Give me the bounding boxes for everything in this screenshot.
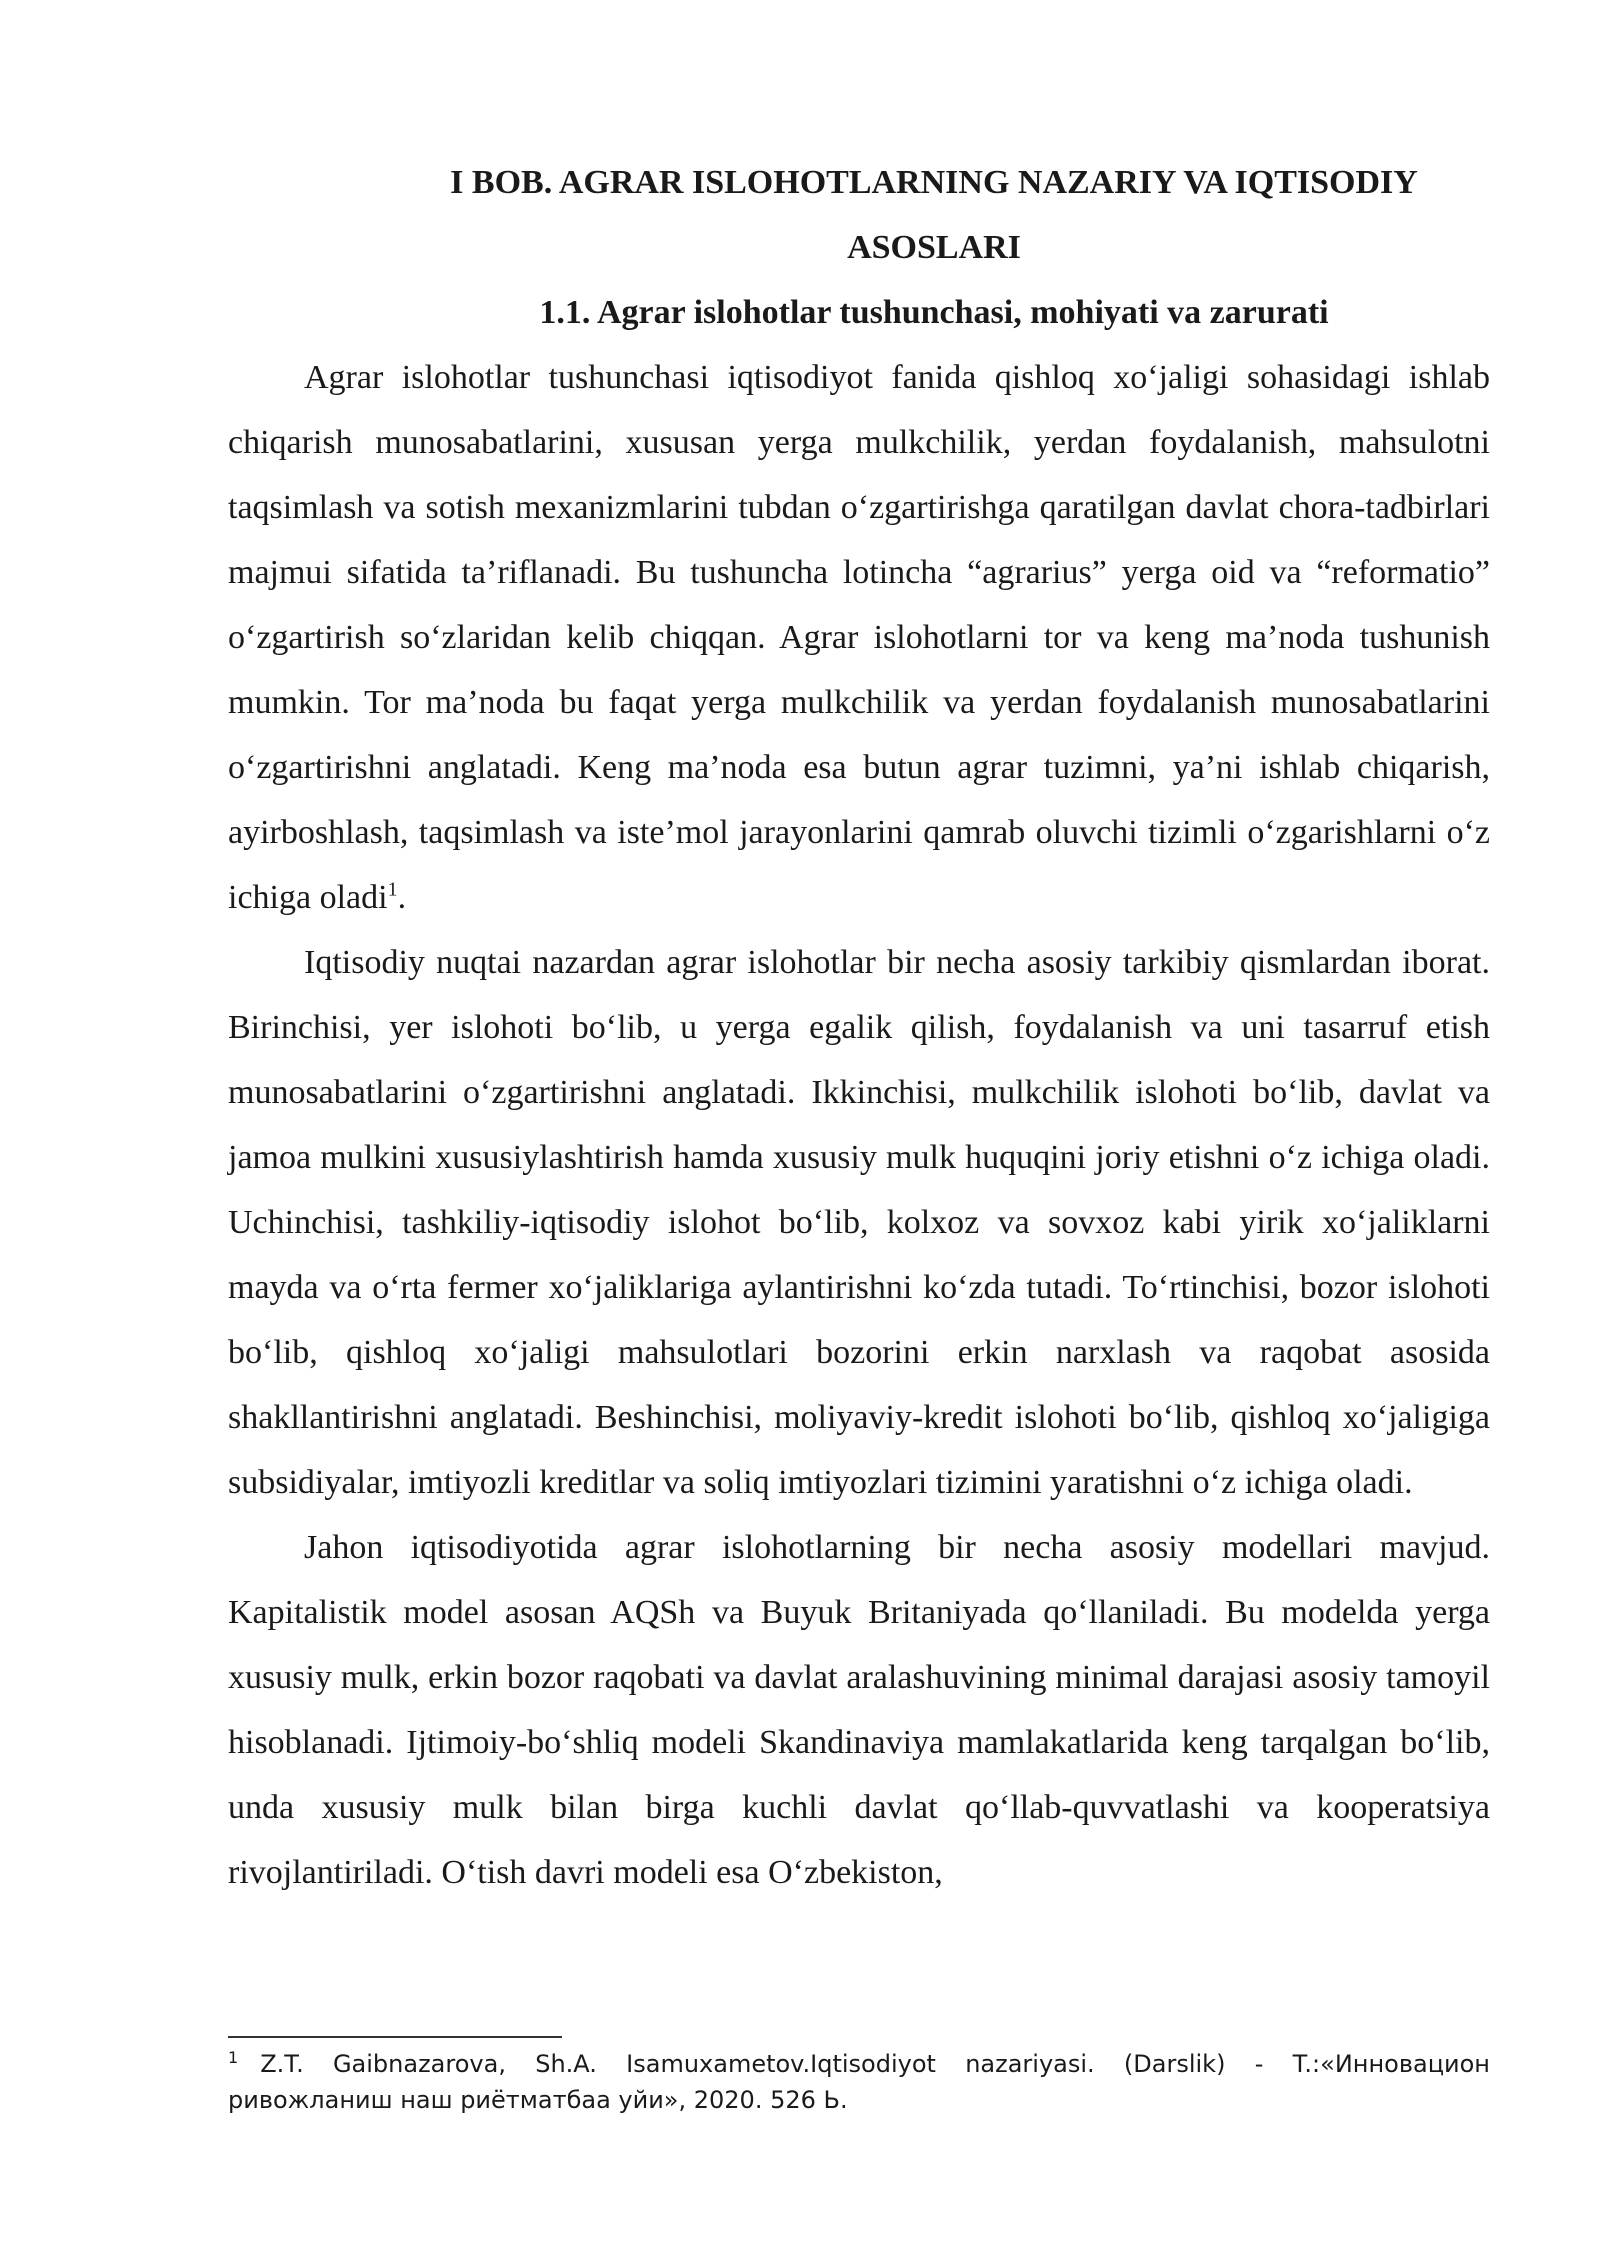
section-title: 1.1. Agrar islohotlar tushunchasi, mohiyati va zarurati (539, 294, 1329, 331)
paragraph-1-end: . (397, 879, 407, 916)
footnote-text: Z.T. Gaibnazarova, Sh.A. Isamuxametov.Iqtisodiyot nazariyasi. (Darslik) - T.:«Инновацион ривожланиш наш риётматбаа уйи», 2020. 526 Ь. (228, 2050, 1490, 2114)
footnote-separator (228, 2036, 562, 2038)
document-page (228, 150, 1490, 1905)
paragraph-1-text: Agrar islohotlar tushunchasi iqtisodiyot fanida qishloq xo‘jaligi sohasidagi ishlab chiqarish munosabatlarini, xususan yerga mulkchilik, yerdan foydalanish, mahsulotni taqsimlash va sotish mexanizmlarini tubdan o‘zgartirishga qaratilgan davlat chora-tadbirlari majmui sifatida ta’riflanadi. Bu tushuncha lotincha “agrarius” yerga oid va “reformatio” o‘zgartirish so‘zlaridan kelib chiqqan. Agrar islohotlarni tor va keng ma’noda tushunish mumkin. Tor ma’noda bu faqat yerga mulkchilik va yerdan foydalanish munosabatlarini o‘zgartirishni anglatadi. Keng ma’noda esa butun agrar tuzimni, ya’ni ishlab chiqarish, ayirboshlash, taqsimlash va iste’mol jarayonlarini qamrab oluvchi tizimli o‘zgarishlarni o‘z ichiga oladi (228, 359, 1490, 916)
footnote (228, 2046, 1490, 2118)
footnote-reference[interactable]: 1 (387, 878, 398, 901)
paragraph-3: Jahon iqtisodiyotida agrar islohotlarning bir necha asosiy modellari mavjud. Kapitalistik model asosan AQSh va Buyuk Britaniyada qo‘llaniladi. Bu modelda yerga xususiy mulk, erkin bozor raqobati va davlat aralashuvining minimal darajasi asosiy tamoyil hisoblanadi. Ijtimoiy-bo‘shliq modeli Skandinaviya mamlakatlarida keng tarqalgan bo‘lib, unda xususiy mulk bilan birga kuchli davlat qo‘llab-quvvatlashi va kooperatsiya rivojlantiriladi. O‘tish davri modeli esa O‘zbekiston, (228, 1529, 1490, 1891)
paragraph-2: Iqtisodiy nuqtai nazardan agrar islohotlar bir necha asosiy tarkibiy qismlardan iborat. Birinchisi, yer islohoti bo‘lib, u yerga egalik qilish, foydalanish va uni tasarruf etish munosabatlarini o‘zgartirishni anglatadi. Ikkinchisi, mulkchilik islohoti bo‘lib, davlat va jamoa mulkini xususiylashtirish hamda xususiy mulk huquqini joriy etishni o‘z ichiga oladi. Uchinchisi, tashkiliy-iqtisodiy islohot bo‘lib, kolxoz va sovxoz kabi yirik xo‘jaliklarni mayda va o‘rta fermer xo‘jaliklariga aylantirishni ko‘zda tutadi. To‘rtinchisi, bozor islohoti bo‘lib, qishloq xo‘jaligi mahsulotlari bozorini erkin narxlash va raqobat asosida shakllantirishni anglatadi. Beshinchisi, moliyaviy-kredit islohoti bo‘lib, qishloq xo‘jaligiga subsidiyalar, imtiyozli kreditlar va soliq imtiyozlari tizimini yaratishni o‘z ichiga oladi. (228, 944, 1490, 1501)
chapter-title: I BOB. AGRAR ISLOHOTLARNING NAZARIY VA IQTISODIY ASOSLARI (450, 164, 1418, 266)
footnote-number: 1 (228, 2048, 239, 2067)
paragraph-1 (228, 345, 1490, 930)
